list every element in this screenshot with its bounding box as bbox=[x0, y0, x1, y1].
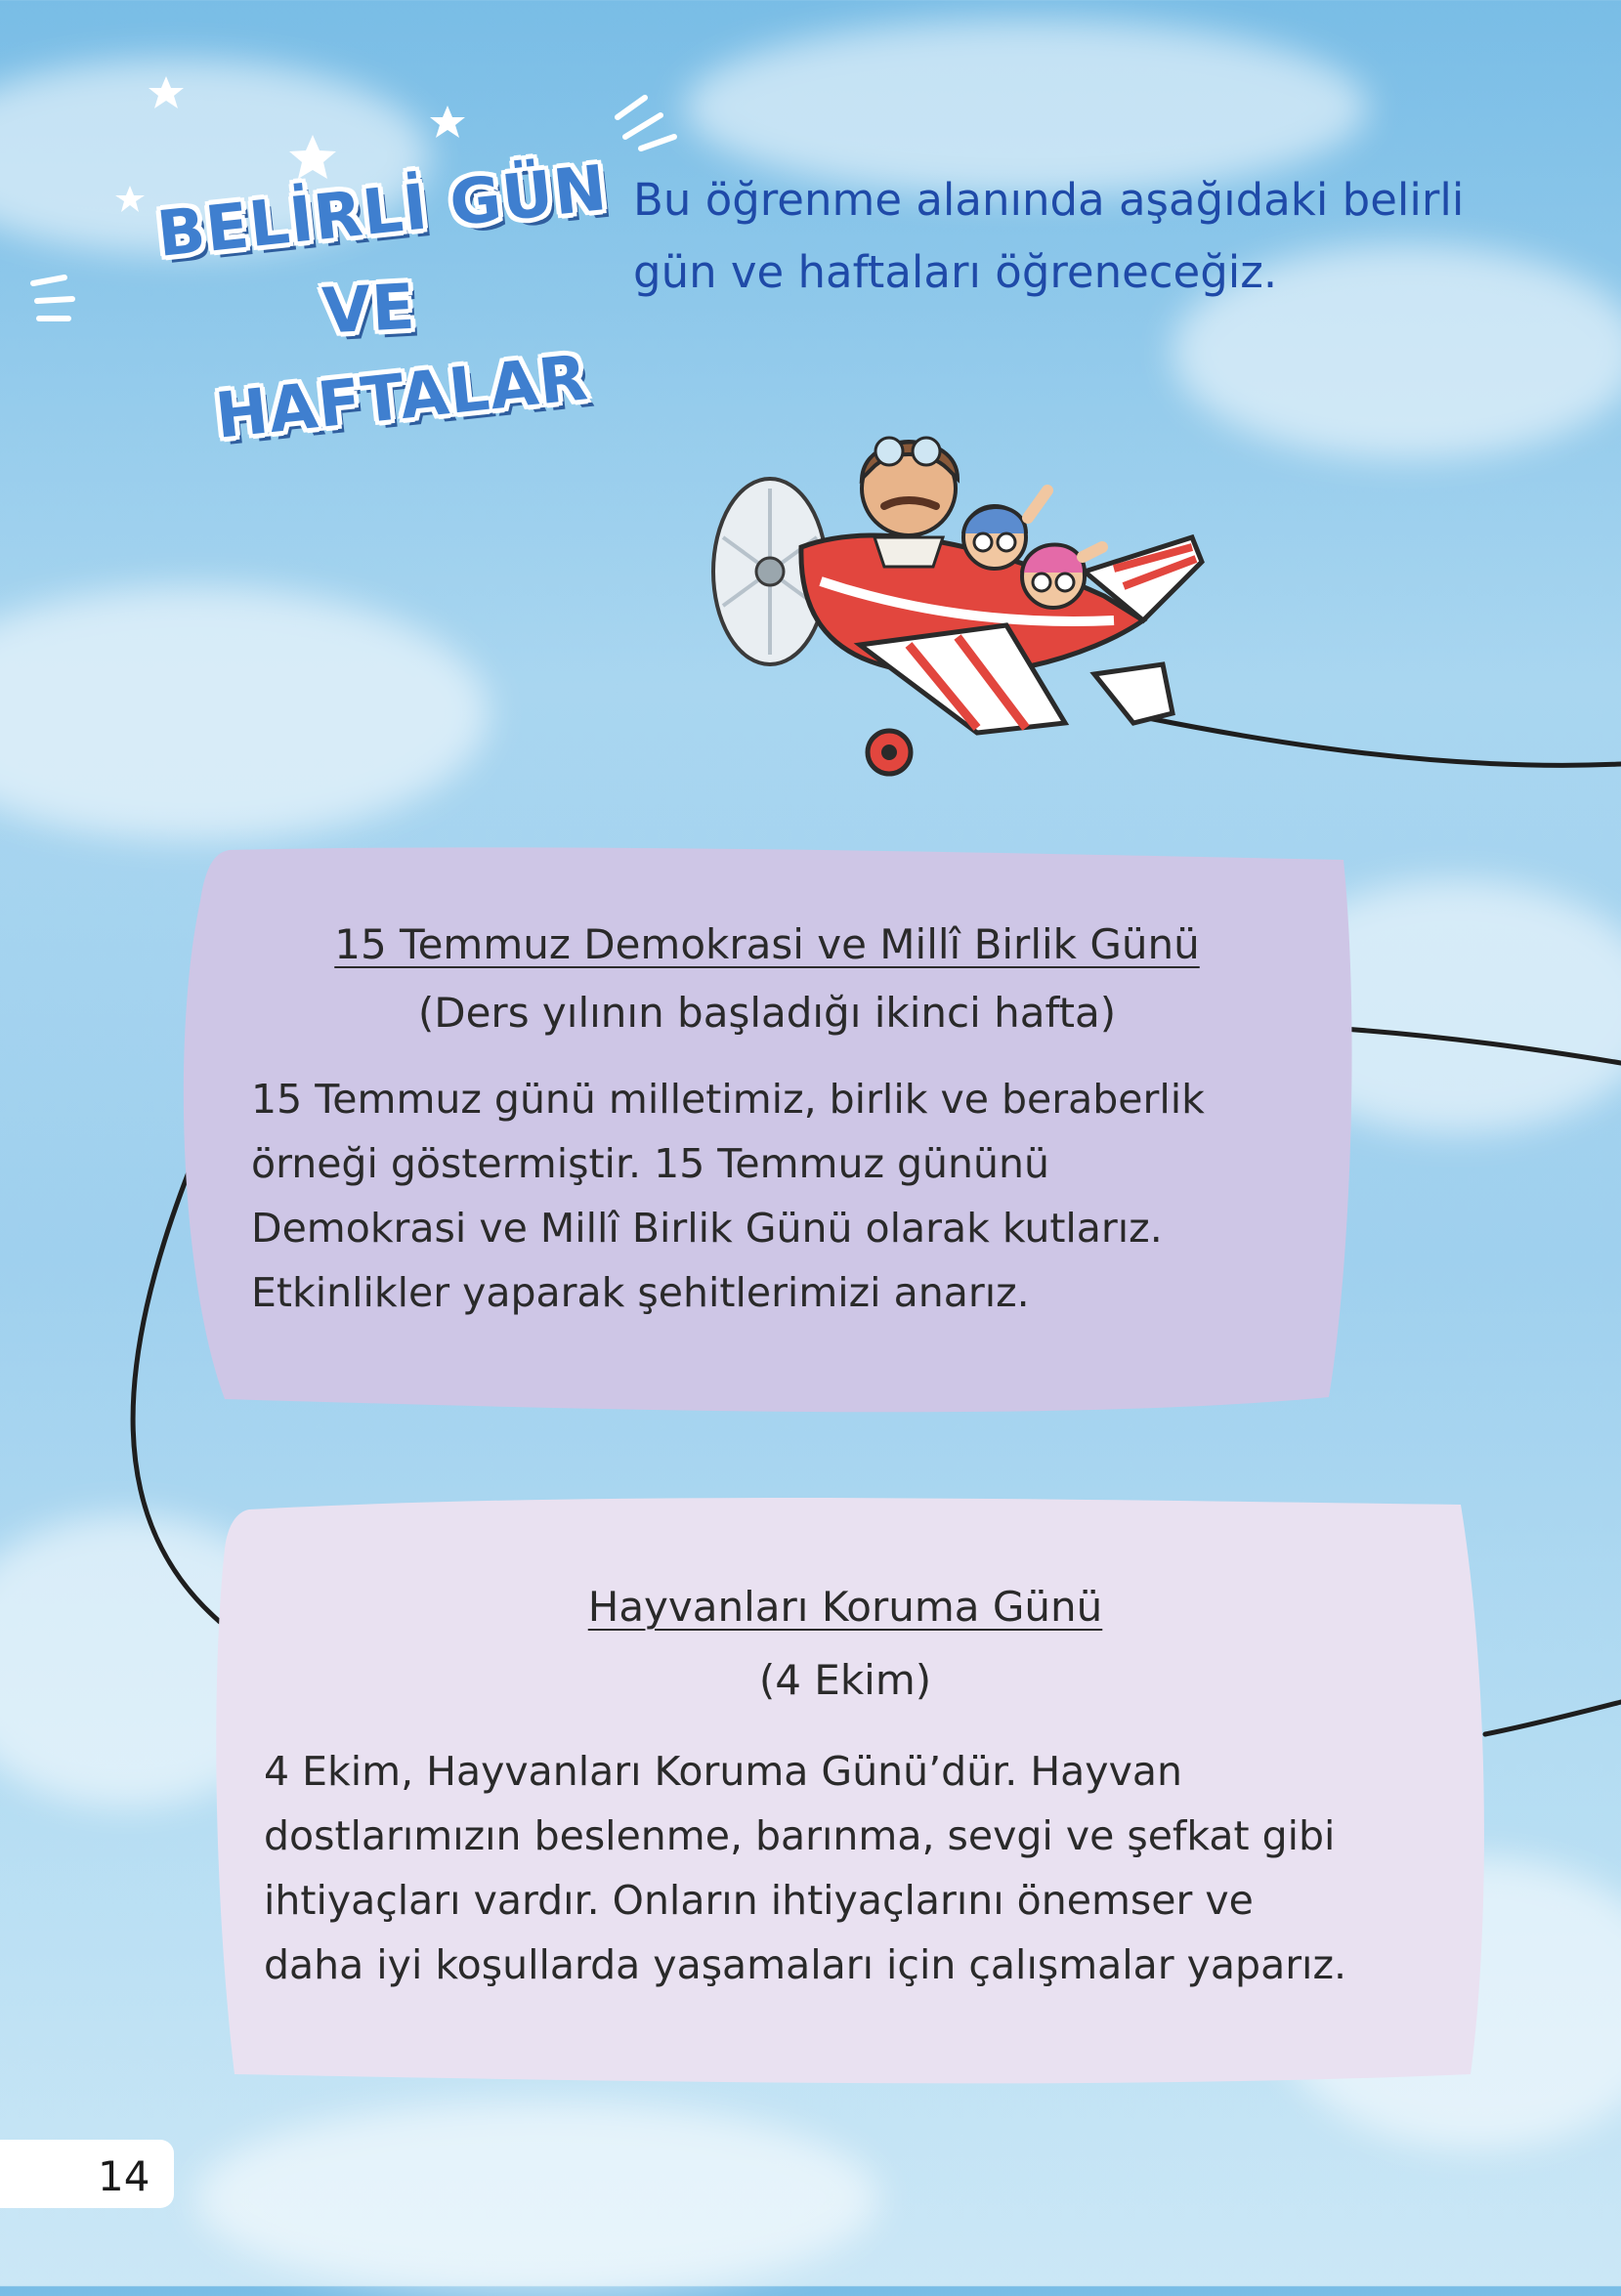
airplane-illustration bbox=[684, 401, 1231, 791]
info-card-animal-protection bbox=[210, 1490, 1500, 2096]
intro-line-1: Bu öğrenme alanında aşağıdaki belirli bbox=[633, 174, 1465, 226]
card-body-line: daha iyi koşullarda yaşamaları için çalışmalar yaparız. bbox=[264, 1941, 1347, 1988]
card-body bbox=[251, 1067, 1326, 1325]
rope-line bbox=[1485, 1702, 1621, 1734]
section-title-line-3: HAFTALAR bbox=[212, 342, 592, 453]
card-title: 15 Temmuz Demokrasi ve Millî Birlik Günü bbox=[334, 920, 1200, 968]
card-body-line: dostlarımızın beslenme, barınma, sevgi ve şefkat gibi bbox=[264, 1812, 1336, 1859]
section-title-line-2: VE bbox=[320, 271, 418, 349]
card-body-line: Etkinlikler yaparak şehitlerimizi anarız. bbox=[251, 1269, 1030, 1316]
info-card-democracy bbox=[171, 842, 1363, 1424]
card-subtitle: (Ders yılının başladığı ikinci hafta) bbox=[417, 989, 1117, 1037]
rope-line bbox=[1329, 1028, 1621, 1063]
card-body-line: 4 Ekim, Hayvanları Koruma Günü’dür. Hayvan bbox=[264, 1748, 1182, 1795]
card-body-line: Demokrasi ve Millî Birlik Günü olarak kutlarız. bbox=[251, 1205, 1163, 1252]
card-body-line: ihtiyaçları vardır. Onların ihtiyaçlarını önemser ve bbox=[264, 1877, 1254, 1924]
card-body-line: örneği göstermiştir. 15 Temmuz gününü bbox=[251, 1140, 1049, 1187]
card-subtitle: (4 Ekim) bbox=[758, 1656, 932, 1704]
card-title: Hayvanları Koruma Günü bbox=[587, 1583, 1103, 1631]
section-title-line-1: BELİRLİ GÜN bbox=[153, 152, 611, 272]
card-body-line: 15 Temmuz günü milletimiz, birlik ve beraberlik bbox=[251, 1076, 1205, 1123]
card-body bbox=[264, 1739, 1466, 1997]
intro-line-2: gün ve haftaları öğreneceğiz. bbox=[633, 246, 1278, 298]
page-number: 14 bbox=[98, 2152, 150, 2200]
